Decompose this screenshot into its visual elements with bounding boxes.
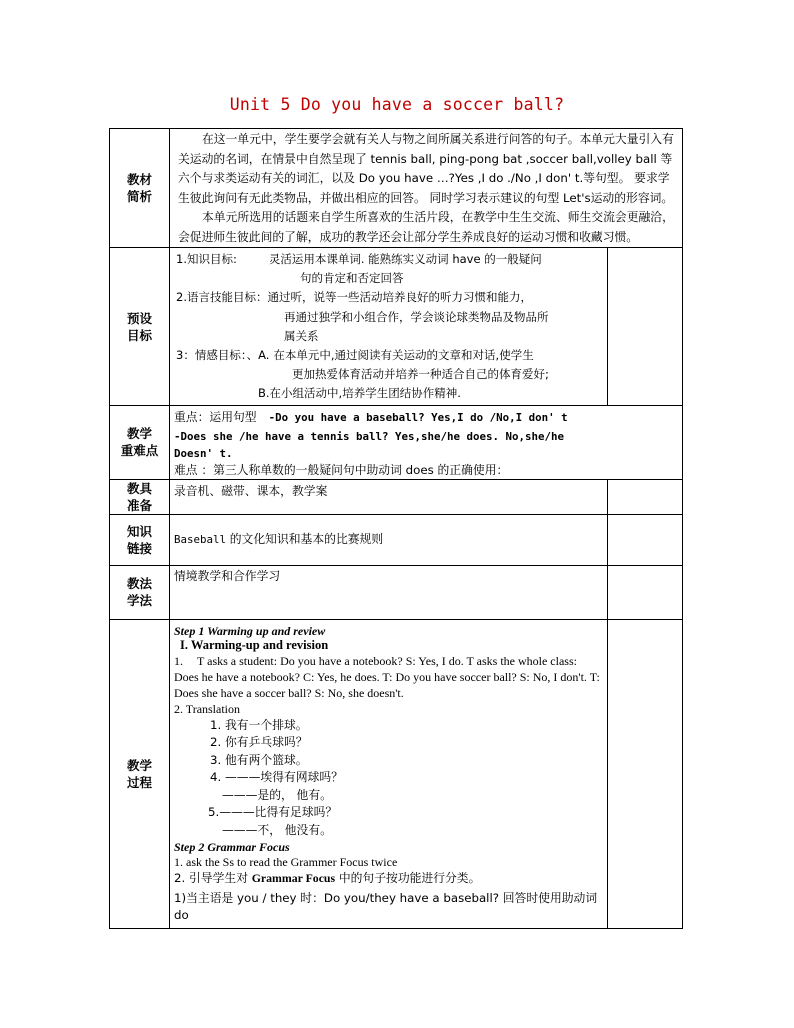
goal-3-label: 3：情感目标：、A. [176,348,270,363]
translation-line-7: ———不， 他没有。 [222,822,332,837]
cell-knowledge-notes [608,514,683,565]
goal-1-text: 灵活运用本课单词. 能熟练实义动词 have 的一般疑问 [268,252,542,266]
goal-1-label: 1.知识目标: [176,252,237,266]
label-process: 教学 过程 [110,619,170,928]
key-point-line-1: -Do you have a baseball? Yes,I do /No,I don' t [268,411,568,424]
translation-line-4: 4. ———埃得有网球吗？ [210,770,343,784]
cell-textbook-analysis [170,129,683,248]
label-key-points: 教学 重难点 [110,406,170,480]
row-tools [110,479,683,514]
row-methods [110,565,683,619]
key-point-line-3: Doesn' t. [174,446,233,460]
cell-key-points [170,406,683,480]
label-knowledge-link: 知识 链接 [110,514,170,565]
step-1-heading: Step 1 Warming up and review [174,623,326,638]
row-textbook-analysis [110,129,683,248]
cell-knowledge-link [170,514,608,565]
knowledge-link-text: 的文化知识和基本的比赛规则 [226,531,384,546]
difficult-point: 难点 ：第三人称单数的一般疑问句中助动词 does 的正确使用： [174,462,509,477]
goal-1-text-cont: 句的肯定和否定回答 [300,271,404,286]
goal-2-text-cont2: 属关系 [284,328,319,343]
goal-3-b: B.在小组活动中,培养学生团结协作精神. [258,386,461,401]
grammar-item-2-b: Grammar Focus [251,871,336,885]
row-process [110,619,683,928]
translation-line-2: 2. 你有乒乓球吗？ [210,735,308,749]
grammar-item-3: 1)当主语是 you / they 时：Do you/they have a baseball? 回答时使用助动词 do [174,891,598,922]
analysis-paragraph-2: 本单元所选用的话题来自学生所喜欢的生活片段，在教学中生生交流、师生交流会更融洽，会促进师生彼此间的了解，成功的教学还会让部分学生养成良好的运动习惯和收藏习惯。 [178,210,674,244]
item-1-number: 1. [174,653,183,668]
revision-heading: I. Warming-up and revision [180,637,329,652]
goal-2-label: 2.语言技能目标： [176,290,268,305]
goal-2-text-cont: 再通过独学和小组合作，学会谈论球类物品及物品所 [284,309,549,324]
cell-tools-notes [608,479,683,514]
translation-line-5: ———是的， 他有。 [222,787,332,802]
label-methods: 教法 学法 [110,565,170,619]
cell-goals [170,248,608,406]
analysis-paragraph-1: 在这一单元中，学生要学会就有关人与物之间所属关系进行问答的句子。本单元大量引入有关运动的名词，在情景中自然呈现了 tennis ball, ping-pong bat ,soccer ball,volley ball 等六个与求类运动有关的词汇，以及 Do you have …?Yes ,I do ./No ,I don' t.等句型。 要求学生彼此询问有无此类物品，并做出相应的回答。 同时学习表示建议的句型 Let's运动的形容词。 [178,132,674,205]
translation-line-3: 3. 他有两个篮球。 [210,752,308,767]
cell-methods: 情境教学和合作学习 [170,565,608,619]
goal-3-text: 在本单元中,通过阅读有关运动的文章和对话,使学生 [273,348,534,363]
key-point-label: 重点：运用句型 [174,410,257,424]
key-point-line-2: -Does she /he have a tennis ball? Yes,she/he does. No,she/he [174,429,565,443]
goal-3-text-cont: 更加热爱体育活动并培养一种适合自己的体育爱好; [292,367,549,382]
cell-process-notes [608,619,683,928]
step-2-heading: Step 2 Grammar Focus [174,840,290,854]
grammar-item-2-c: 中的句子按功能进行分类。 [335,871,481,885]
item-2-translation: 2. Translation [174,701,241,716]
label-goals: 预设 目标 [110,248,170,406]
knowledge-link-term: Baseball [174,532,227,546]
item-1-text: T asks a student: Do you have a notebook? S: Yes, I do. T asks the whole class: Does he have a notebook? C: Yes, he does. T: Do you have soccer ball? S: No, I don't. T: Does she have a soccer ball? S: No, she doesn't. [174,653,600,700]
cell-goals-notes [608,248,683,406]
lesson-plan-table [109,128,683,929]
cell-process [170,619,608,928]
goal-2-text: 通过听，说等一些活动培养良好的听力习惯和能力， [267,290,532,305]
cell-tools: 录音机、磁带、课本，教学案 [170,479,608,514]
row-key-points [110,406,683,480]
grammar-item-1: 1. ask the Ss to read the Grammer Focus twice [174,855,398,869]
row-goals [110,248,683,406]
translation-line-6: 5.———比得有足球吗？ [208,805,338,819]
page-title: Unit 5 Do you have a soccer ball? [229,95,565,114]
cell-methods-notes [608,565,683,619]
label-textbook-analysis: 教材 简析 [110,129,170,248]
label-tools: 教具 准备 [110,479,170,514]
translation-line-1: 1. 我有一个排球。 [210,717,308,732]
row-knowledge-link [110,514,683,565]
grammar-item-2-a: 2. 引导学生对 [174,871,252,885]
